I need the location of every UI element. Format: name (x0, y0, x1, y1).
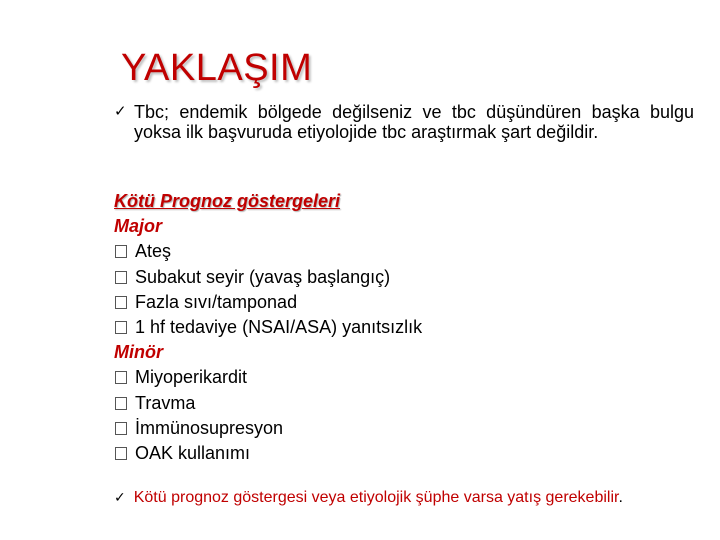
checkbox-square-icon (115, 422, 127, 435)
list-item (114, 441, 674, 466)
checkbox-square-icon (115, 296, 127, 309)
intro-text: Tbc; endemik bölgede değilseniz ve tbc düşündüren başka bulgu yoksa ilk başvuruda etiyolojide tbc araştırmak şart değildir. (134, 102, 694, 142)
checkmark-icon: ✓ (114, 103, 127, 120)
prognosis-section (114, 189, 674, 466)
checkbox-square-icon (115, 245, 127, 258)
list-item (114, 315, 674, 340)
checkbox-square-icon (115, 397, 127, 410)
checkbox-square-icon (115, 271, 127, 284)
minor-item-text: OAK kullanımı (135, 443, 251, 464)
checkmark-icon: ✓ (114, 489, 126, 505)
checkbox-square-icon (115, 321, 127, 334)
major-item-text: Subakut seyir (yavaş başlangıç) (135, 266, 391, 287)
footer-period: . (618, 489, 623, 506)
footer-bullet (114, 487, 623, 508)
major-item-text: Fazla sıvı/tamponad (135, 291, 298, 312)
major-item-text: Ateş (135, 241, 172, 262)
intro-bullet (114, 102, 694, 142)
minor-item-text: İmmünosupresyon (135, 417, 284, 438)
list-item (114, 416, 674, 441)
major-label: Major (114, 216, 163, 237)
list-item (114, 265, 674, 290)
footer-text: Kötü prognoz göstergesi veya etiyolojik şüphe varsa yatış gerekebilir (133, 489, 619, 506)
major-item-text: 1 hf tedaviye (NSAI/ASA) yanıtsızlık (135, 317, 423, 338)
prognosis-heading: Kötü Prognoz göstergeleri (114, 191, 341, 211)
minor-item-text: Travma (135, 392, 196, 413)
slide-title: YAKLAŞIM (121, 47, 313, 89)
list-item (114, 290, 674, 315)
checkbox-square-icon (115, 447, 127, 460)
list-item (114, 391, 674, 416)
minor-item-text: Miyoperikardit (135, 367, 248, 388)
checkbox-square-icon (115, 371, 127, 384)
minor-label: Minör (114, 342, 163, 363)
list-item (114, 365, 674, 390)
list-item (114, 239, 674, 264)
